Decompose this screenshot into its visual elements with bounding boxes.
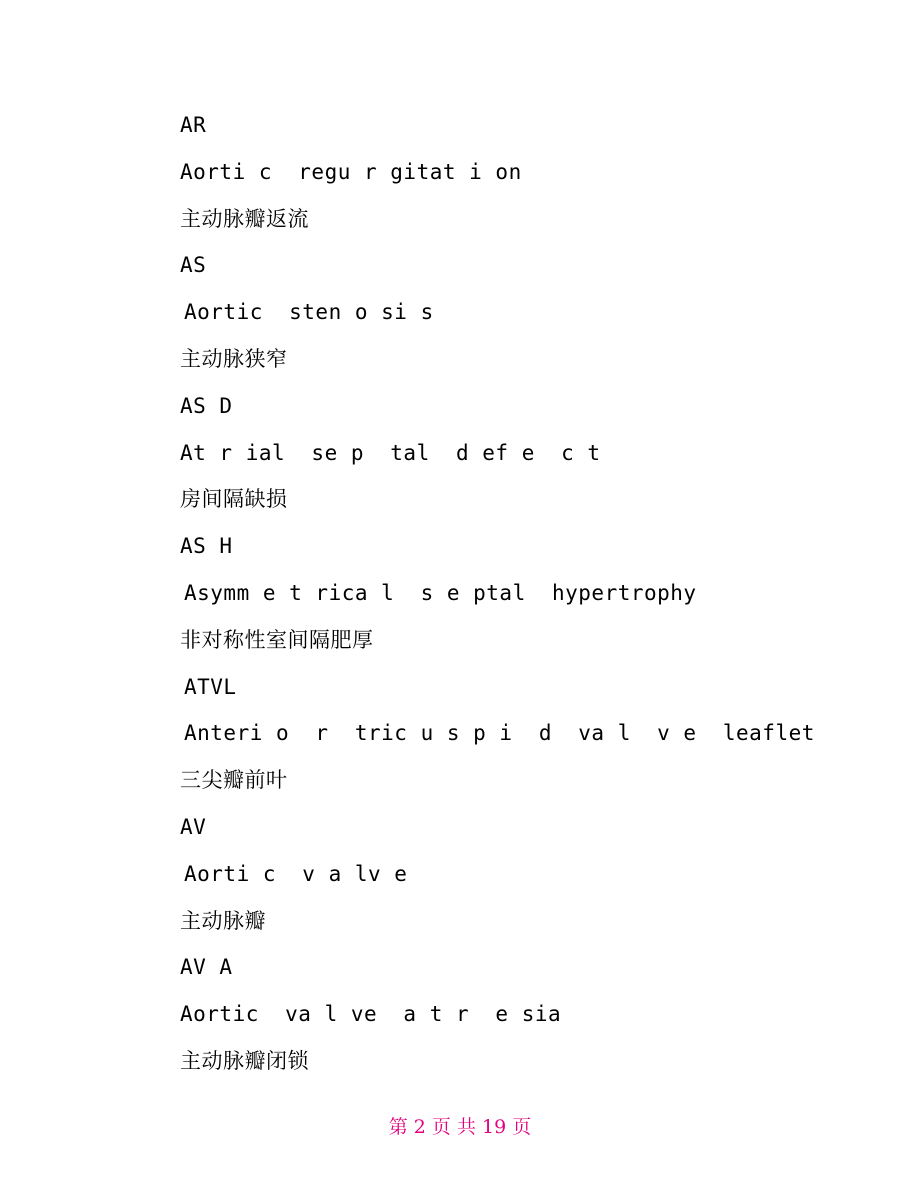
chinese-term: 主动脉瓣返流 xyxy=(180,206,309,231)
english-term: Aortic va l ve a t r e sia xyxy=(180,1002,562,1027)
chinese-term: 房间隔缺损 xyxy=(180,487,288,512)
page-number-footer: 第 2 页 共 19 页 xyxy=(388,1116,532,1138)
chinese-term: 主动脉狭窄 xyxy=(180,346,288,371)
glossary-list xyxy=(180,107,880,1090)
english-term: Aortic sten o si s xyxy=(184,300,434,325)
abbreviation: AV xyxy=(180,814,207,839)
english-term: Asymm e t rica l s e ptal hypertrophy xyxy=(184,580,697,605)
abbreviation: ATVL xyxy=(184,674,237,699)
chinese-term: 主动脉瓣闭锁 xyxy=(180,1048,309,1073)
english-term: At r ial se p tal d ef e c t xyxy=(180,440,601,465)
english-term: Aorti c regu r gitat i on xyxy=(180,159,522,184)
english-term: Anteri o r tric u s p i d va l v e leaflet xyxy=(184,721,815,746)
chinese-term: 主动脉瓣 xyxy=(180,908,266,933)
english-term: Aorti c v a lv e xyxy=(184,861,408,886)
abbreviation: AS H xyxy=(180,534,233,559)
abbreviation: AR xyxy=(180,113,207,137)
chinese-term: 三尖瓣前叶 xyxy=(180,768,288,793)
abbreviation: AS D xyxy=(180,393,233,418)
abbreviation: AS xyxy=(180,253,207,278)
abbreviation: AV A xyxy=(180,955,233,980)
chinese-term: 非对称性室间隔肥厚 xyxy=(180,627,374,652)
